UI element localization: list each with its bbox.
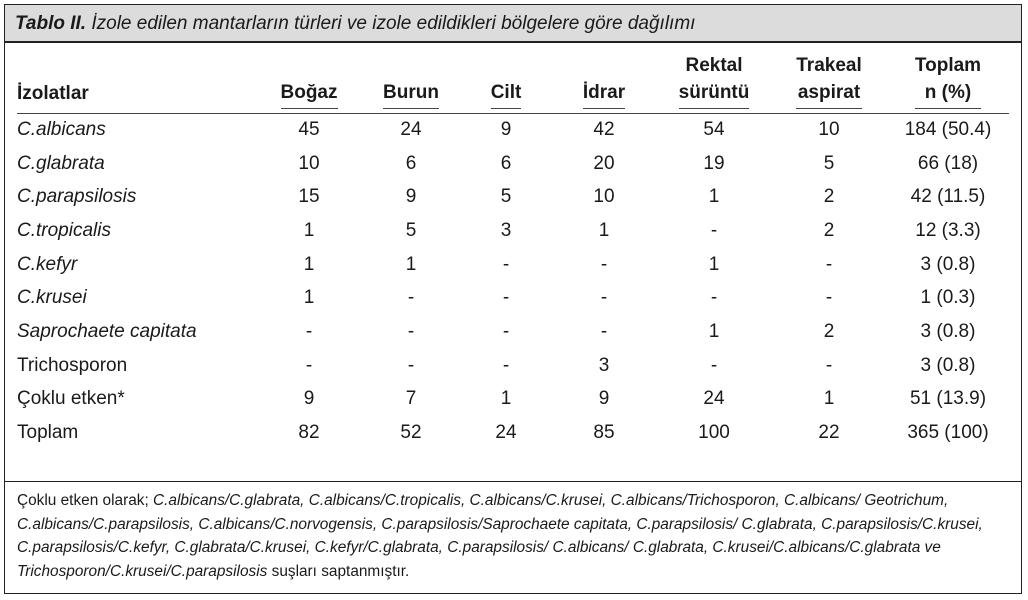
count-cell: 3 (0.8)	[920, 320, 976, 342]
isolates-table	[17, 47, 1007, 450]
count-cell: 19	[703, 152, 725, 174]
column-header-line: Boğaz	[280, 82, 338, 103]
count-cell: 22	[818, 422, 840, 444]
column-header	[659, 47, 769, 113]
count-cell: 54	[703, 118, 725, 140]
count-cell: 45	[298, 118, 320, 140]
count-cell: -	[710, 219, 718, 241]
count-cell: 20	[593, 152, 615, 174]
table-body	[17, 113, 1007, 450]
count-cell: 1	[598, 219, 610, 241]
count-cell: 51 (13.9)	[909, 388, 987, 410]
column-header-label	[583, 79, 625, 109]
count-cell: 100	[698, 422, 730, 444]
count-cell: -	[710, 354, 718, 376]
isolate-name-cell: Saprochaete capitata	[17, 320, 197, 342]
table-footnote	[17, 489, 1013, 583]
count-cell: -	[305, 320, 313, 342]
table-row	[17, 147, 1007, 181]
count-cell: 1	[303, 287, 315, 309]
count-cell: -	[825, 287, 833, 309]
count-cell: 3	[598, 354, 610, 376]
count-cell: 66 (18)	[917, 152, 979, 174]
count-cell: 3 (0.8)	[920, 253, 976, 275]
count-cell: 24	[400, 118, 422, 140]
count-cell: -	[825, 253, 833, 275]
column-header	[17, 47, 259, 113]
column-header-line: Cilt	[490, 82, 522, 103]
isolate-name-cell: C.glabrata	[17, 152, 105, 174]
count-cell: 5	[823, 152, 835, 174]
table-row	[17, 315, 1007, 349]
isolate-name-cell: Toplam	[17, 422, 79, 444]
count-cell: 9	[500, 118, 512, 140]
count-cell: -	[825, 354, 833, 376]
count-cell: 24	[703, 388, 725, 410]
column-header-line: Trakeal	[796, 55, 862, 76]
count-cell: -	[502, 253, 510, 275]
column-header-label	[383, 79, 439, 109]
table-caption	[5, 5, 1021, 43]
count-cell: 2	[823, 219, 835, 241]
count-cell: -	[407, 320, 415, 342]
column-header-line: n (%)	[924, 82, 972, 103]
count-cell: 2	[823, 320, 835, 342]
isolate-name-cell: C.parapsilosis	[17, 186, 137, 208]
isolate-name-cell: C.krusei	[17, 287, 87, 309]
table-row	[17, 281, 1007, 315]
table-frame	[4, 4, 1022, 594]
footnote-strain-list: C.albicans/C.glabrata, C.albicans/C.tropicalis, C.albicans/C.krusei, C.albicans/Trichosporon, C.albicans/ Geotrichum, C.albicans/C.parapsilosis, C.albicans/C.norvogensis, C.parapsilosis/Saprochaete capitata, C.parapsilosis/ C.glabrata, C.parapsilosis/C.krusei, C.parapsilosis/C.kefyr, C.glabrata/C.krusei, C.kefyr/C.glabrata, C.parapsilosis/ C.albicans/ C.glabrata, C.krusei/C.albicans/C.glabrata ve Trichosporon/C.krusei/C.parapsilosis	[17, 492, 983, 580]
count-cell: -	[407, 287, 415, 309]
count-cell: 1	[500, 388, 512, 410]
count-cell: -	[600, 253, 608, 275]
column-header	[549, 47, 659, 113]
column-header-label	[17, 80, 89, 109]
table-caption-text: İzole edilen mantarların türleri ve izole edildikleri bölgelere göre dağılımı	[91, 13, 696, 34]
count-cell: -	[600, 320, 608, 342]
count-cell: 184 (50.4)	[904, 118, 992, 140]
table-row	[17, 248, 1007, 282]
count-cell: 5	[500, 186, 512, 208]
count-cell: -	[710, 287, 718, 309]
count-cell: 1	[708, 186, 720, 208]
header-rule	[17, 113, 1009, 114]
column-header-line: aspirat	[797, 82, 861, 103]
count-cell: 10	[298, 152, 320, 174]
table-row	[17, 113, 1007, 147]
count-cell: 7	[405, 388, 417, 410]
count-cell: 9	[598, 388, 610, 410]
count-cell: 6	[500, 152, 512, 174]
count-cell: 3 (0.8)	[920, 354, 976, 376]
table-caption-label: Tablo II.	[15, 13, 87, 34]
isolate-name-cell: C.kefyr	[17, 253, 78, 275]
table-row	[17, 416, 1007, 450]
count-cell: 2	[823, 186, 835, 208]
column-header	[889, 47, 1007, 113]
table-row	[17, 214, 1007, 248]
table-row	[17, 383, 1007, 417]
table-bottom-rule	[5, 481, 1021, 482]
column-header	[769, 47, 889, 113]
count-cell: 3	[500, 219, 512, 241]
column-header-line: İzolatlar	[17, 83, 89, 104]
isolate-name-cell: C.tropicalis	[17, 219, 111, 241]
count-cell: 6	[405, 152, 417, 174]
footnote-lead: Çoklu etken olarak;	[17, 492, 154, 509]
count-cell: 85	[593, 422, 615, 444]
count-cell: 1	[708, 320, 720, 342]
count-cell: 52	[400, 422, 422, 444]
table-row	[17, 180, 1007, 214]
count-cell: -	[502, 354, 510, 376]
count-cell: 1	[823, 388, 835, 410]
count-cell: -	[600, 287, 608, 309]
isolate-name-cell: Çoklu etken*	[17, 388, 125, 410]
column-header-line: sürüntü	[678, 82, 750, 103]
count-cell: 24	[495, 422, 517, 444]
column-header-label	[796, 52, 862, 109]
column-header-label	[281, 79, 338, 109]
count-cell: 365 (100)	[907, 422, 989, 444]
count-cell: 15	[298, 186, 320, 208]
count-cell: 9	[303, 388, 315, 410]
count-cell: 1 (0.3)	[920, 287, 976, 309]
count-cell: 1	[708, 253, 720, 275]
column-header	[259, 47, 359, 113]
count-cell: -	[502, 320, 510, 342]
table-row	[17, 349, 1007, 383]
count-cell: 5	[405, 219, 417, 241]
column-header	[463, 47, 549, 113]
column-header	[359, 47, 463, 113]
column-header-line: Burun	[383, 82, 439, 103]
count-cell: 82	[298, 422, 320, 444]
count-cell: 10	[818, 118, 840, 140]
column-header-label	[491, 79, 522, 109]
count-cell: 42	[593, 118, 615, 140]
count-cell: 12 (3.3)	[915, 219, 981, 241]
count-cell: -	[305, 354, 313, 376]
count-cell: 9	[405, 186, 417, 208]
isolate-name-cell: C.albicans	[17, 118, 106, 140]
column-header-label	[679, 52, 750, 109]
column-header-line: İdrar	[582, 82, 626, 103]
column-header-line: Rektal	[685, 55, 743, 76]
count-cell: -	[502, 287, 510, 309]
column-header-label	[915, 52, 981, 109]
count-cell: 1	[303, 219, 315, 241]
count-cell: 42 (11.5)	[910, 186, 986, 208]
isolate-name-cell: Trichosporon	[17, 354, 128, 376]
count-cell: 1	[405, 253, 417, 275]
count-cell: 10	[593, 186, 615, 208]
table-header-row	[17, 47, 1007, 113]
count-cell: 1	[303, 253, 315, 275]
column-header-line: Toplam	[914, 55, 982, 76]
footnote-tail: suşları saptanmıştır.	[267, 562, 410, 580]
count-cell: -	[407, 354, 415, 376]
